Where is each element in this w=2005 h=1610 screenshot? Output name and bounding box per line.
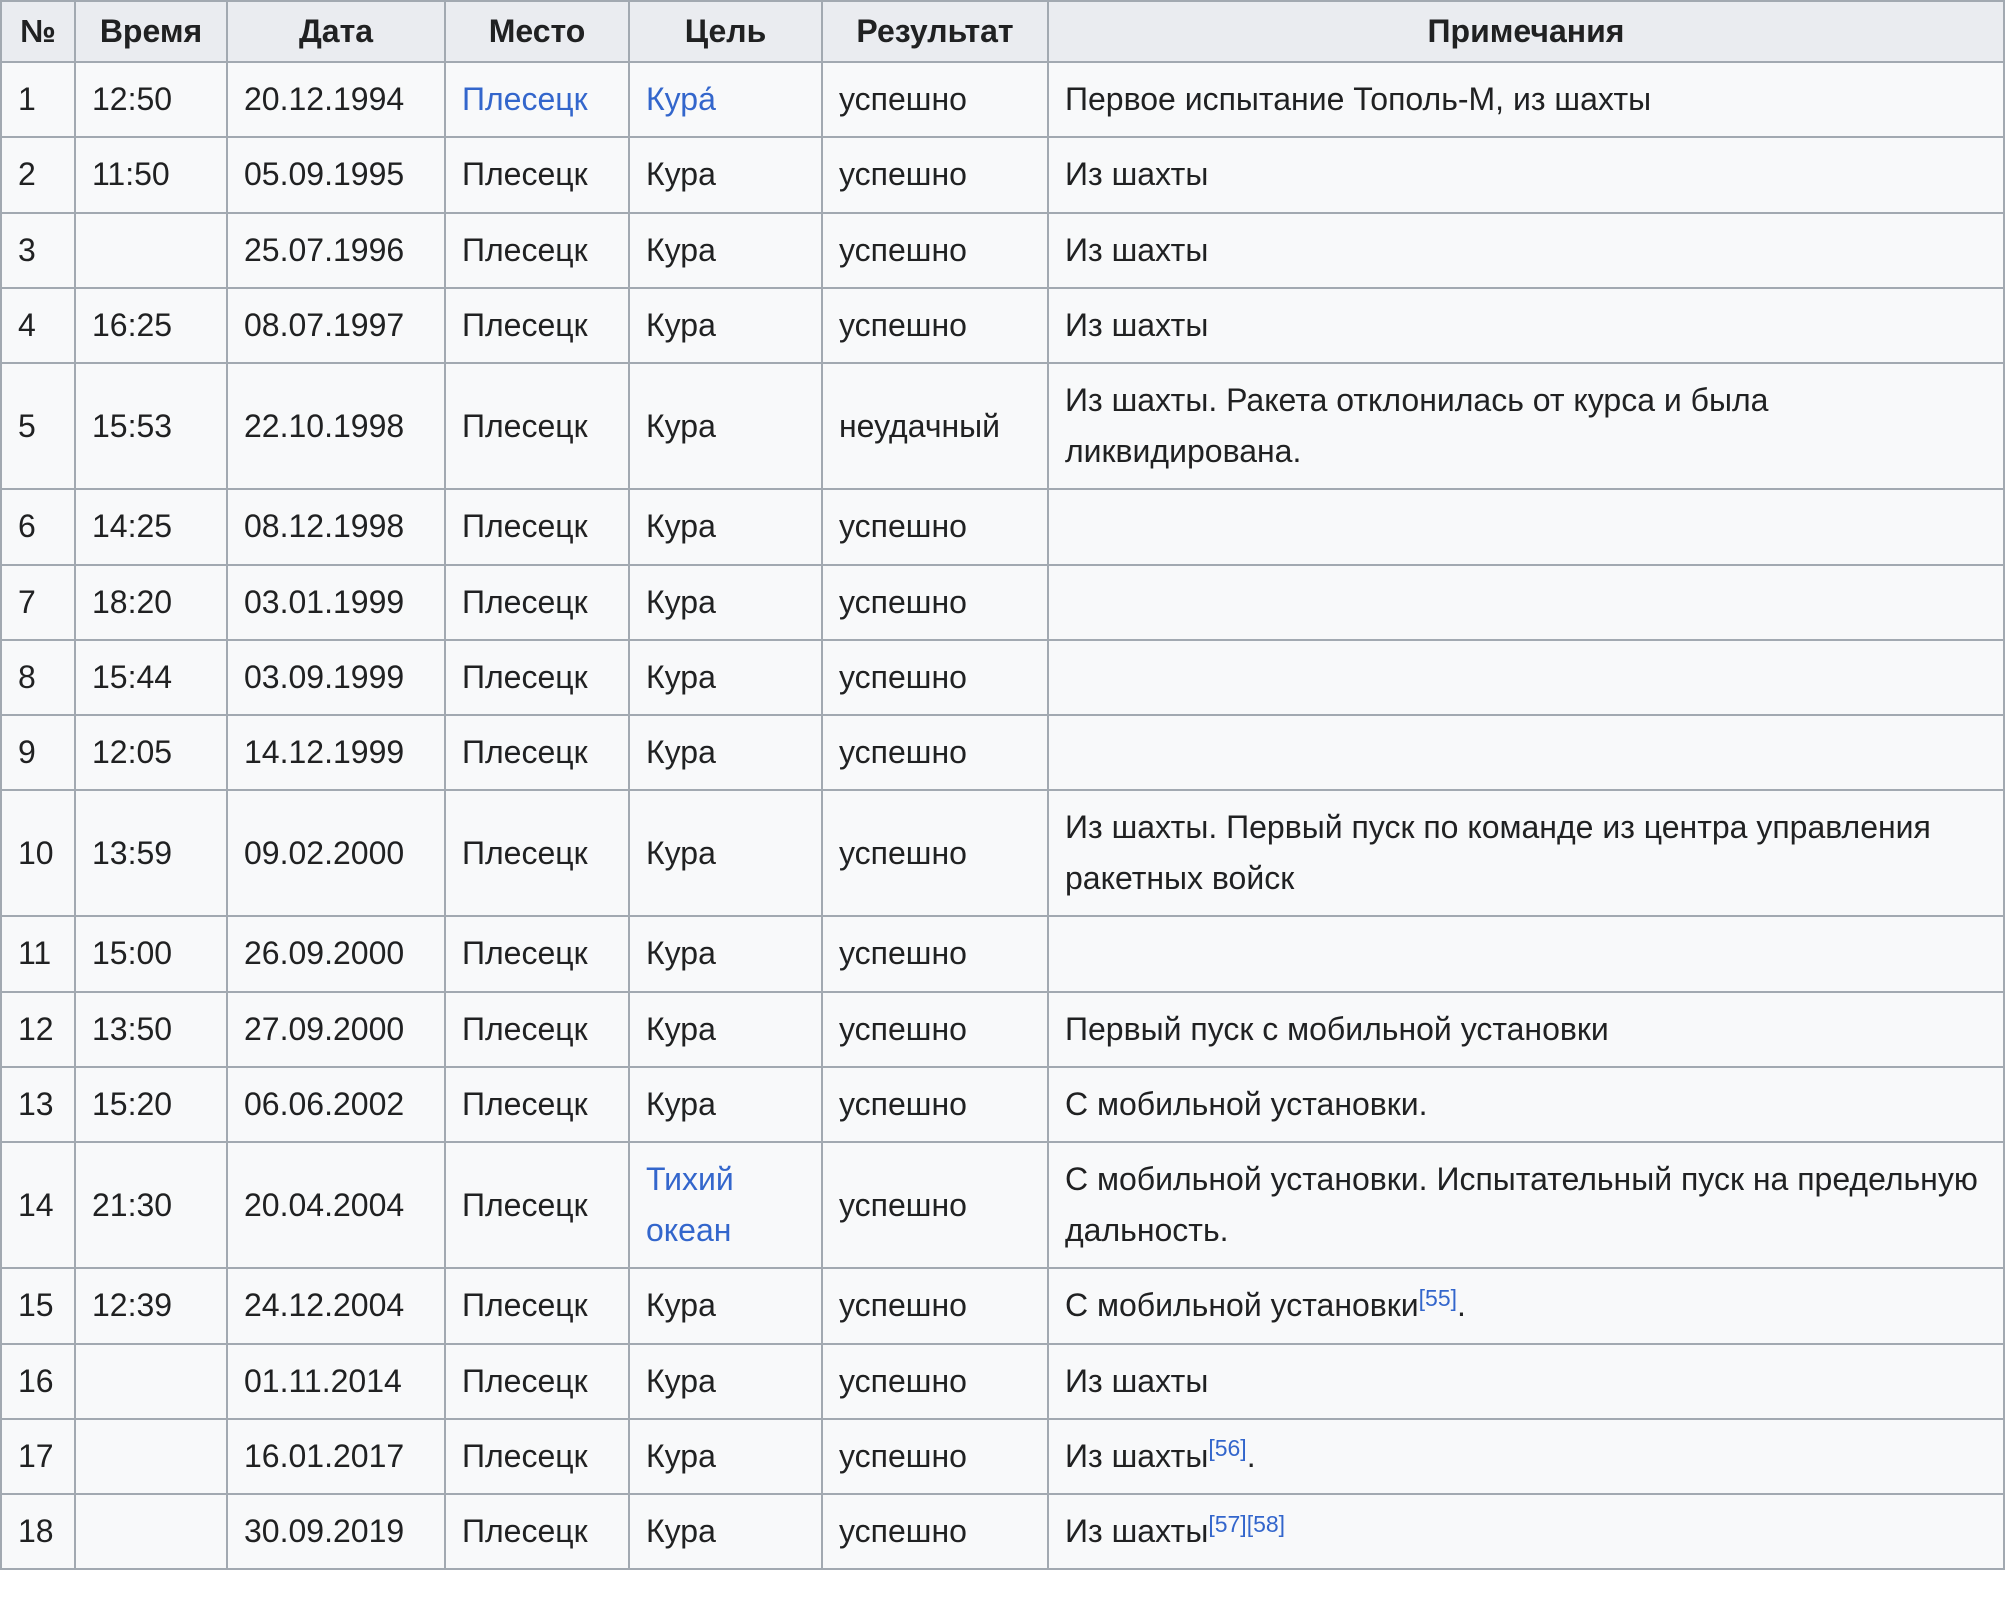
cell-place xyxy=(445,213,629,288)
cell-note xyxy=(1048,1344,2004,1419)
cell-number: 2 xyxy=(1,137,75,212)
cell-time: 12:39 xyxy=(75,1268,227,1343)
cell-result: успешно xyxy=(822,1494,1048,1569)
cell-target xyxy=(629,790,822,916)
cell-time: 15:00 xyxy=(75,916,227,991)
cell-result: успешно xyxy=(822,1419,1048,1494)
table-row xyxy=(1,62,2004,137)
table-row xyxy=(1,489,2004,564)
note-text: Первый пуск с мобильной установки xyxy=(1065,1010,1609,1047)
reference-link[interactable]: [57] xyxy=(1208,1510,1247,1537)
note-text: Из шахты xyxy=(1065,306,1209,343)
cell-number: 6 xyxy=(1,489,75,564)
cell-place xyxy=(445,1494,629,1569)
note-suffix: . xyxy=(1246,1437,1256,1474)
cell-result: успешно xyxy=(822,916,1048,991)
column-header-date: Дата xyxy=(227,1,445,62)
cell-time: 15:53 xyxy=(75,363,227,489)
cell-target xyxy=(629,288,822,363)
cell-date: 20.12.1994 xyxy=(227,62,445,137)
cell-time xyxy=(75,1344,227,1419)
table-row xyxy=(1,1142,2004,1268)
cell-date: 25.07.1996 xyxy=(227,213,445,288)
place-text: Плесецк xyxy=(462,1287,588,1324)
cell-number: 9 xyxy=(1,715,75,790)
place-text: Плесецк xyxy=(462,1362,588,1399)
place-text: Плесецк xyxy=(462,1437,588,1474)
table-row xyxy=(1,1067,2004,1142)
cell-note xyxy=(1048,1067,2004,1142)
cell-date: 27.09.2000 xyxy=(227,992,445,1067)
cell-time: 13:59 xyxy=(75,790,227,916)
cell-place xyxy=(445,790,629,916)
cell-result: успешно xyxy=(822,1142,1048,1268)
cell-note xyxy=(1048,62,2004,137)
cell-result: успешно xyxy=(822,288,1048,363)
place-text: Плесецк xyxy=(462,834,588,871)
target-text: Кура xyxy=(646,834,716,871)
cell-date: 08.12.1998 xyxy=(227,489,445,564)
cell-place xyxy=(445,1344,629,1419)
cell-time xyxy=(75,1419,227,1494)
table-row xyxy=(1,363,2004,489)
cell-result: неудачный xyxy=(822,363,1048,489)
target-text: Кура xyxy=(646,407,716,444)
place-text: Плесецк xyxy=(462,1085,588,1122)
cell-note xyxy=(1048,288,2004,363)
target-text: Кура xyxy=(646,231,716,268)
cell-result: успешно xyxy=(822,790,1048,916)
cell-date: 03.01.1999 xyxy=(227,565,445,640)
table-row xyxy=(1,1344,2004,1419)
note-text: С мобильной установки. xyxy=(1065,1085,1428,1122)
cell-place xyxy=(445,363,629,489)
cell-number: 17 xyxy=(1,1419,75,1494)
cell-note xyxy=(1048,565,2004,640)
cell-target xyxy=(629,137,822,212)
column-header-time: Время xyxy=(75,1,227,62)
cell-target xyxy=(629,1268,822,1343)
target-text: Кура xyxy=(646,1287,716,1324)
column-header-target: Цель xyxy=(629,1,822,62)
cell-target xyxy=(629,565,822,640)
reference-link[interactable]: [58] xyxy=(1246,1510,1286,1537)
cell-time: 16:25 xyxy=(75,288,227,363)
note-suffix: . xyxy=(1457,1287,1466,1324)
cell-place xyxy=(445,715,629,790)
cell-number: 11 xyxy=(1,916,75,991)
table-row xyxy=(1,288,2004,363)
cell-target xyxy=(629,992,822,1067)
cell-place xyxy=(445,62,629,137)
cell-date: 03.09.1999 xyxy=(227,640,445,715)
cell-number: 3 xyxy=(1,213,75,288)
cell-result: успешно xyxy=(822,489,1048,564)
cell-time: 18:20 xyxy=(75,565,227,640)
cell-target xyxy=(629,1142,822,1268)
target-link[interactable]: Кура́ xyxy=(646,81,716,118)
cell-place xyxy=(445,1419,629,1494)
note-text: Из шахты xyxy=(1065,1512,1209,1549)
cell-target xyxy=(629,363,822,489)
cell-place xyxy=(445,1067,629,1142)
reference-link[interactable]: [56] xyxy=(1208,1435,1247,1462)
cell-target xyxy=(629,213,822,288)
place-text: Плесецк xyxy=(462,1186,588,1223)
cell-note xyxy=(1048,1494,2004,1569)
cell-date: 14.12.1999 xyxy=(227,715,445,790)
place-text: Плесецк xyxy=(462,306,588,343)
cell-number: 7 xyxy=(1,565,75,640)
target-text: Кура xyxy=(646,733,716,770)
cell-place xyxy=(445,288,629,363)
target-text: Кура xyxy=(646,1437,716,1474)
table-row xyxy=(1,565,2004,640)
cell-note xyxy=(1048,790,2004,916)
cell-number: 13 xyxy=(1,1067,75,1142)
cell-target xyxy=(629,1419,822,1494)
cell-result: успешно xyxy=(822,213,1048,288)
cell-number: 14 xyxy=(1,1142,75,1268)
target-text: Кура xyxy=(646,583,716,620)
cell-number: 18 xyxy=(1,1494,75,1569)
cell-place xyxy=(445,565,629,640)
cell-number: 15 xyxy=(1,1268,75,1343)
cell-place xyxy=(445,640,629,715)
cell-date: 24.12.2004 xyxy=(227,1268,445,1343)
cell-note xyxy=(1048,1142,2004,1268)
table-row xyxy=(1,790,2004,916)
cell-time: 11:50 xyxy=(75,137,227,212)
target-link[interactable]: Тихий океан xyxy=(646,1161,734,1249)
cell-note xyxy=(1048,363,2004,489)
table-row xyxy=(1,992,2004,1067)
cell-result: успешно xyxy=(822,1268,1048,1343)
cell-target xyxy=(629,715,822,790)
cell-note xyxy=(1048,137,2004,212)
column-header-notes: Примечания xyxy=(1048,1,2004,62)
target-text: Кура xyxy=(646,658,716,695)
cell-time: 15:20 xyxy=(75,1067,227,1142)
note-text: Из шахты xyxy=(1065,156,1209,193)
cell-date: 08.07.1997 xyxy=(227,288,445,363)
cell-result: успешно xyxy=(822,137,1048,212)
table-row xyxy=(1,916,2004,991)
cell-time: 14:25 xyxy=(75,489,227,564)
cell-date: 01.11.2014 xyxy=(227,1344,445,1419)
note-text: Из шахты xyxy=(1065,1437,1209,1474)
cell-note xyxy=(1048,715,2004,790)
cell-date: 05.09.1995 xyxy=(227,137,445,212)
place-text: Плесецк xyxy=(462,508,588,545)
column-header-number: № xyxy=(1,1,75,62)
cell-result: успешно xyxy=(822,640,1048,715)
place-text: Плесецк xyxy=(462,658,588,695)
place-link[interactable]: Плесецк xyxy=(462,81,588,118)
cell-time: 13:50 xyxy=(75,992,227,1067)
cell-result: успешно xyxy=(822,1344,1048,1419)
place-text: Плесецк xyxy=(462,583,588,620)
note-text: Из шахты. Ракета отклонилась от курса и была ликвидирована. xyxy=(1065,381,1769,470)
cell-place xyxy=(445,1142,629,1268)
cell-note xyxy=(1048,992,2004,1067)
cell-date: 20.04.2004 xyxy=(227,1142,445,1268)
column-header-place: Место xyxy=(445,1,629,62)
place-text: Плесецк xyxy=(462,231,588,268)
target-text: Кура xyxy=(646,306,716,343)
cell-date: 09.02.2000 xyxy=(227,790,445,916)
cell-note xyxy=(1048,213,2004,288)
cell-result: успешно xyxy=(822,1067,1048,1142)
cell-note xyxy=(1048,640,2004,715)
note-text: С мобильной установки xyxy=(1065,1287,1419,1324)
cell-time: 15:44 xyxy=(75,640,227,715)
place-text: Плесецк xyxy=(462,407,588,444)
cell-target xyxy=(629,916,822,991)
header-row xyxy=(1,1,2004,62)
target-text: Кура xyxy=(646,1085,716,1122)
table-row xyxy=(1,1419,2004,1494)
cell-date: 30.09.2019 xyxy=(227,1494,445,1569)
cell-time: 12:05 xyxy=(75,715,227,790)
target-text: Кура xyxy=(646,935,716,972)
note-text: Из шахты xyxy=(1065,1362,1209,1399)
cell-note xyxy=(1048,1419,2004,1494)
note-text: Из шахты xyxy=(1065,231,1209,268)
cell-place xyxy=(445,137,629,212)
note-text: Из шахты. Первый пуск по команде из центра управления ракетных войск xyxy=(1065,809,1931,897)
cell-place xyxy=(445,1268,629,1343)
table-row xyxy=(1,640,2004,715)
place-text: Плесецк xyxy=(462,935,588,972)
note-text: Первое испытание Тополь-М, из шахты xyxy=(1065,81,1652,118)
target-text: Кура xyxy=(646,1362,716,1399)
cell-number: 4 xyxy=(1,288,75,363)
table-row xyxy=(1,137,2004,212)
cell-target xyxy=(629,489,822,564)
target-text: Кура xyxy=(646,1512,716,1549)
cell-place xyxy=(445,489,629,564)
cell-number: 1 xyxy=(1,62,75,137)
cell-date: 22.10.1998 xyxy=(227,363,445,489)
place-text: Плесецк xyxy=(462,1010,588,1047)
target-text: Кура xyxy=(646,1010,716,1047)
cell-number: 10 xyxy=(1,790,75,916)
cell-time: 21:30 xyxy=(75,1142,227,1268)
cell-note xyxy=(1048,489,2004,564)
cell-result: успешно xyxy=(822,62,1048,137)
column-header-result: Результат xyxy=(822,1,1048,62)
cell-date: 06.06.2002 xyxy=(227,1067,445,1142)
cell-date: 26.09.2000 xyxy=(227,916,445,991)
cell-note xyxy=(1048,1268,2004,1343)
cell-place xyxy=(445,916,629,991)
table-row xyxy=(1,1494,2004,1569)
cell-target xyxy=(629,1494,822,1569)
cell-target xyxy=(629,62,822,137)
cell-target xyxy=(629,1344,822,1419)
cell-place xyxy=(445,992,629,1067)
place-text: Плесецк xyxy=(462,1512,588,1549)
cell-result: успешно xyxy=(822,992,1048,1067)
reference-link[interactable]: [55] xyxy=(1418,1285,1458,1312)
cell-number: 5 xyxy=(1,363,75,489)
cell-result: успешно xyxy=(822,565,1048,640)
table-row xyxy=(1,715,2004,790)
cell-number: 12 xyxy=(1,992,75,1067)
cell-time xyxy=(75,213,227,288)
cell-time xyxy=(75,1494,227,1569)
table-row xyxy=(1,1268,2004,1343)
place-text: Плесецк xyxy=(462,156,588,193)
cell-target xyxy=(629,1067,822,1142)
cell-note xyxy=(1048,916,2004,991)
target-text: Кура xyxy=(646,156,716,193)
place-text: Плесецк xyxy=(462,733,588,770)
cell-number: 16 xyxy=(1,1344,75,1419)
table-body xyxy=(1,62,2004,1569)
cell-result: успешно xyxy=(822,715,1048,790)
table-row xyxy=(1,213,2004,288)
cell-time: 12:50 xyxy=(75,62,227,137)
target-text: Кура xyxy=(646,508,716,545)
cell-date: 16.01.2017 xyxy=(227,1419,445,1494)
cell-number: 8 xyxy=(1,640,75,715)
cell-target xyxy=(629,640,822,715)
note-text: С мобильной установки. Испытательный пуск на предельную дальность. xyxy=(1065,1161,1978,1249)
